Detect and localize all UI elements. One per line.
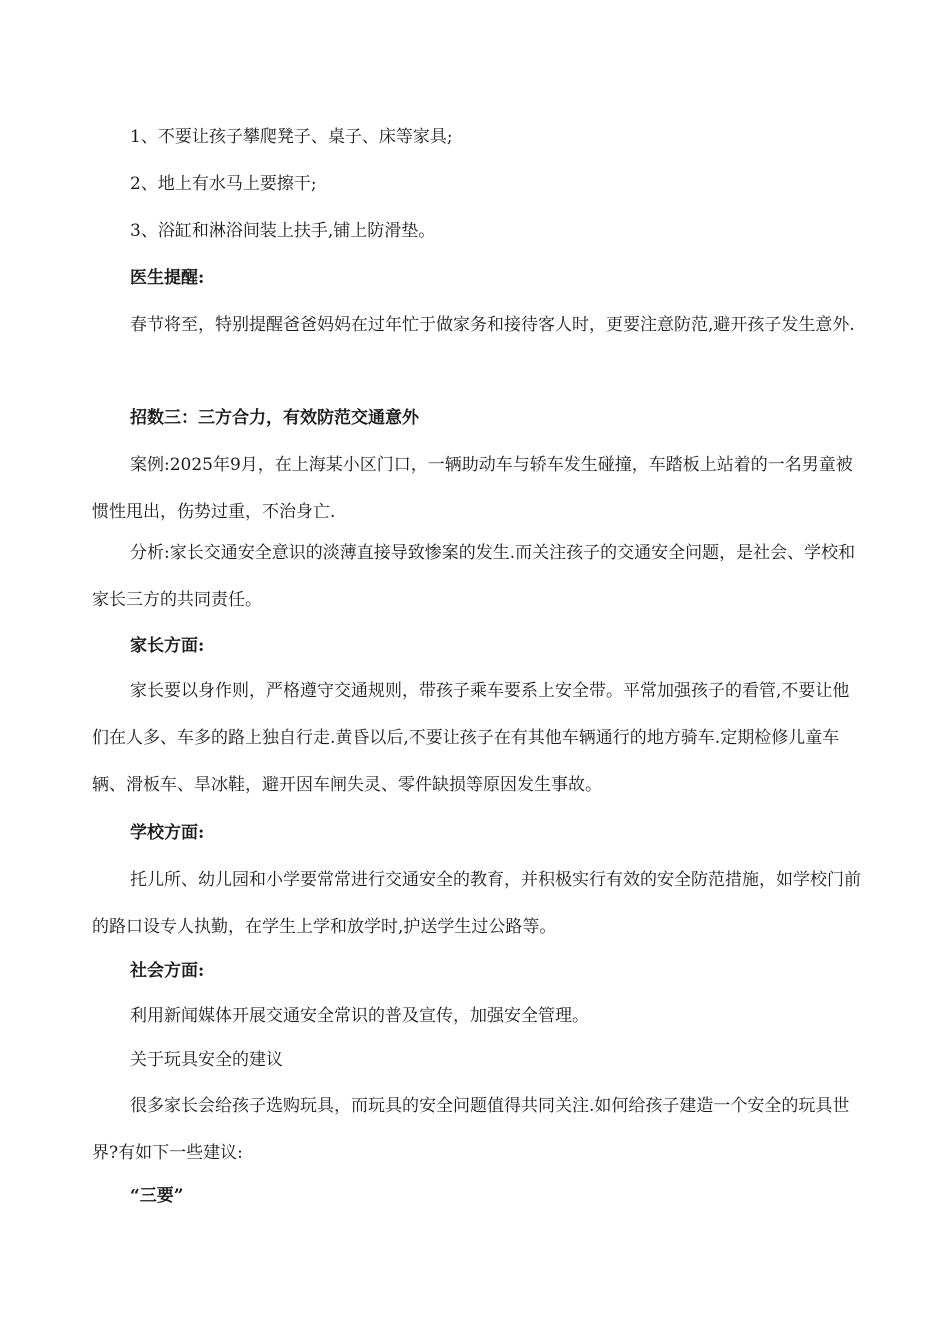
paragraph-analysis: 分析:家长交通安全意识的淡薄直接导致惨案的发生.而关注孩子的交通安全问题，是社会、学校和家长三方的共同责任。 — [92, 543, 856, 610]
paragraph-toy-safety: 很多家长会给孩子选购玩具，而玩具的安全问题值得共同关注.如何给孩子建造一个安全的玩具世界?有如下一些建议: — [92, 1096, 850, 1163]
list-item-wet-floor: 2、地上有水马上要擦干; — [130, 174, 317, 194]
heading-toy-safety: 关于玩具安全的建议 — [130, 1050, 283, 1070]
heading-tip-three: 招数三：三方合力，有效防范交通意外 — [130, 408, 419, 428]
paragraph-parents: 家长要以身作则，严格遵守交通规则，带孩子乘车要系上安全带。平常加强孩子的看管,不要让他们在人多、车多的路上独自行走.黄昏以后,不要让孩子在有其他车辆通行的地方骑车.定期检修儿童车辆、滑板车、旱冰鞋，避开因车闸失灵、零件缺损等原因发生事故。 — [92, 681, 850, 795]
list-item-furniture: 1、不要让孩子攀爬凳子、桌子、床等家具; — [130, 127, 453, 147]
heading-school: 学校方面: — [130, 823, 205, 843]
paragraph-case: 案例:2025年9月，在上海某小区门口，一辆助动车与轿车发生碰撞，车踏板上站着的一名男童被惯性甩出，伤势过重，不治身亡. — [92, 455, 853, 522]
paragraph-spring-festival: 春节将至，特别提醒爸爸妈妈在过年忙于做家务和接待客人时，更要注意防范,避开孩子发生意外. — [130, 315, 855, 335]
paragraph-society: 利用新闻媒体开展交通安全常识的普及宣传，加强安全管理。 — [130, 1006, 589, 1026]
list-item-bathtub: 3、浴缸和淋浴间装上扶手,铺上防滑垫。 — [130, 221, 436, 241]
heading-society: 社会方面: — [130, 961, 205, 981]
heading-three-musts: “三要” — [130, 1186, 184, 1206]
paragraph-school: 托儿所、幼儿园和小学要常常进行交通安全的教育，并积极实行有效的安全防范措施，如学校门前的路口设专人执勤，在学生上学和放学时,护送学生过公路等。 — [92, 870, 861, 937]
heading-doctor-reminder: 医生提醒: — [130, 268, 205, 288]
heading-parents: 家长方面: — [130, 636, 205, 656]
